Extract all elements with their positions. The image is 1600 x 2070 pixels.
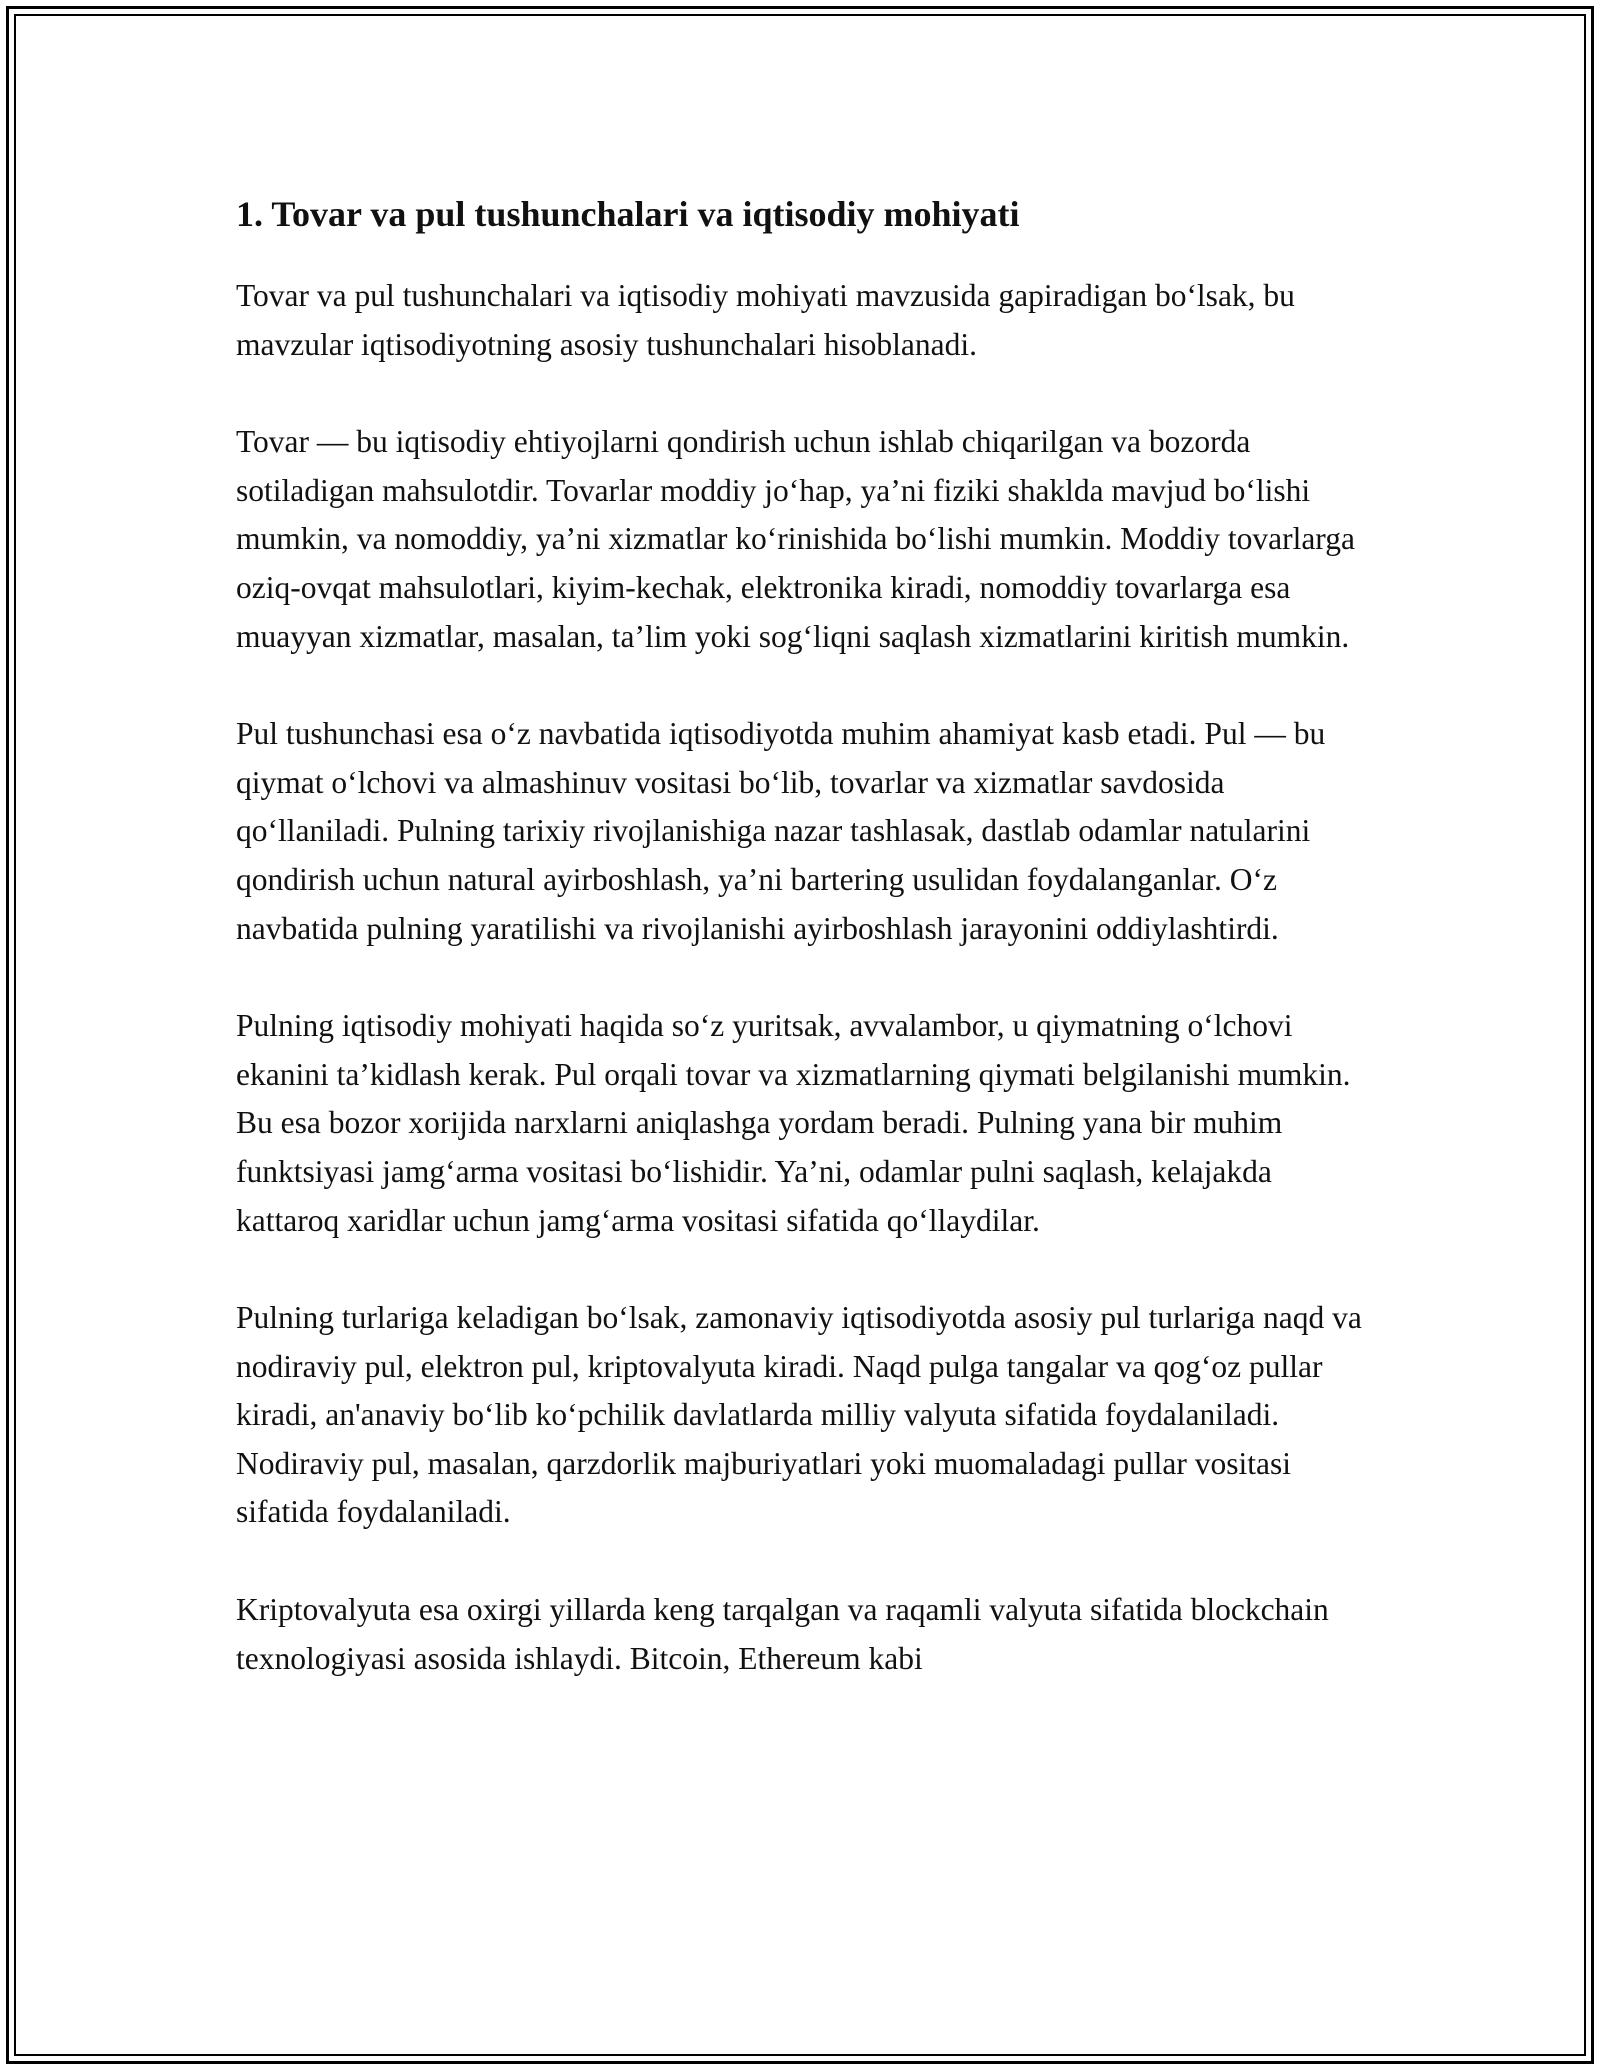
paragraph-pul-mohiyati: Pulning iqtisodiy mohiyati haqida so‘z yuritsak, avvalambor, u qiymatning o‘lchovi ekanini ta’kidlash kerak. Pul orqali tovar va xizmatlarning qiymati belgilanishi mumkin. Bu esa bozor xorijida narxlarni aniqlashga yordam beradi. Pulning yana bir muhim funktsiyasi jamg‘arma vositasi bo‘lishidir. Ya’ni, odamlar pulni saqlash, kelajakda kattaroq xaridlar uchun jamg‘arma vositasi sifatida qo‘llaydilar. [236, 1008, 1351, 1238]
paragraph-intro: Tovar va pul tushunchalari va iqtisodiy mohiyati mavzusida gapiradigan bo‘lsak, bu mavzular iqtisodiyotning asosiy tushunchalari hisoblanadi. [236, 278, 1295, 362]
paragraph-pul-turlari: Pulning turlariga keladigan bo‘lsak, zamonaviy iqtisodiyotda asosiy pul turlariga naqd va nodiraviy pul, elektron pul, kriptovalyuta kiradi. Naqd pulga tangalar va qog‘oz pullar kiradi, an'anaviy bo‘lib ko‘pchilik davlatlarda milliy valyuta sifatida foydalaniladi. Nodiraviy pul, masalan, qarzdorlik majburiyatlari yoki muomaladagi pullar vositasi sifatida foydalaniladi. [236, 1300, 1362, 1530]
paragraph-kriptovalyuta: Kriptovalyuta esa oxirgi yillarda keng tarqalgan va raqamli valyuta sifatida blockchain texnologiyasi asosida ishlaydi. Bitcoin, Ethereum kabi [236, 1592, 1329, 1676]
document-body [236, 188, 1366, 1683]
document-title: 1. Tovar va pul tushunchalari va iqtisodiy mohiyati [236, 194, 1020, 234]
paragraph-pul-tushunchasi: Pul tushunchasi esa o‘z navbatida iqtisodiyotda muhim ahamiyat kasb etadi. Pul — bu qiymat o‘lchovi va almashinuv vositasi bo‘lib, tovarlar va xizmatlar savdosida qo‘llaniladi. Pulning tarixiy rivojlanishiga nazar tashlasak, dastlab odamlar natularini qondirish uchun natural ayirboshlash, ya’ni bartering usulidan foydalanganlar. O‘z navbatida pulning yaratilishi va rivojlanishi ayirboshlash jarayonini oddiylashtirdi. [236, 716, 1326, 946]
paragraph-tovar: Tovar — bu iqtisodiy ehtiyojlarni qondirish uchun ishlab chiqarilgan va bozorda sotiladigan mahsulotdir. Tovarlar moddiy jo‘hap, ya’ni fiziki shaklda mavjud bo‘lishi mumkin, va nomoddiy, ya’ni xizmatlar ko‘rinishida bo‘lishi mumkin. Moddiy tovarlarga oziq-ovqat mahsulotlari, kiyim-kechak, elektronika kiradi, nomoddiy tovarlarga esa muayyan xizmatlar, masalan, ta’lim yoki sog‘liqni saqlash xizmatlarini kiritish mumkin. [236, 424, 1355, 654]
